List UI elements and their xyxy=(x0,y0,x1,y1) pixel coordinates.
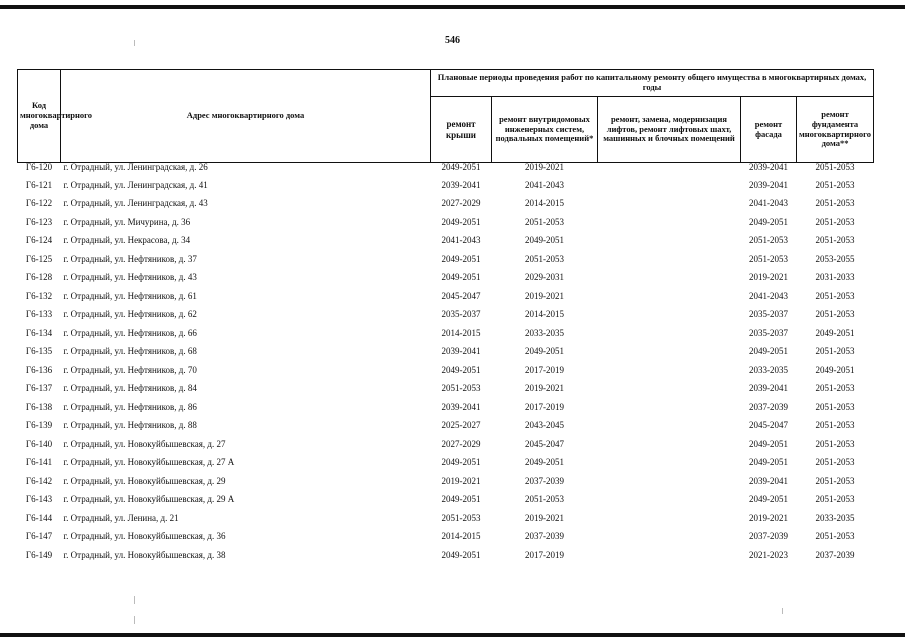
cell-roof: 2041-2043 xyxy=(441,235,481,246)
cell-facade: 2049-2051 xyxy=(749,438,788,449)
cell-internal-systems: 2037-2039 xyxy=(525,531,564,542)
table-row xyxy=(18,491,874,510)
cell-facade: 2045-2047 xyxy=(749,420,788,431)
cell-internal-systems: 2051-2053 xyxy=(525,494,564,505)
cell-elevators xyxy=(598,435,741,454)
cell-elevators xyxy=(598,398,741,417)
cell-roof: 2049-2051 xyxy=(441,457,481,468)
cell-roof: 2049-2051 xyxy=(441,364,481,375)
cell-code: Г6-124 xyxy=(25,235,53,246)
cell-code: Г6-142 xyxy=(25,475,53,486)
table-row xyxy=(18,398,874,417)
cell-internal-systems: 2019-2021 xyxy=(525,512,564,523)
cell-address: г. Отрадный, ул. Нефтяников, д. 66 xyxy=(63,327,197,338)
cell-code: Г6-149 xyxy=(25,549,53,560)
cell-address: г. Отрадный, ул. Новокуйбышевская, д. 27 xyxy=(63,438,226,449)
cell-roof: 2019-2021 xyxy=(441,475,481,486)
cell-roof: 2035-2037 xyxy=(441,309,481,320)
cell-foundation: 2051-2053 xyxy=(815,531,855,542)
cell-code: Г6-133 xyxy=(25,309,53,320)
table-row xyxy=(18,528,874,547)
cell-elevators xyxy=(598,546,741,565)
page-number: 546 xyxy=(445,35,460,46)
cell-internal-systems: 2045-2047 xyxy=(525,438,564,449)
header-roof: ремонт крыши xyxy=(431,97,492,163)
cell-facade: 2049-2051 xyxy=(749,494,788,505)
cell-foundation: 2051-2053 xyxy=(815,290,855,301)
cell-facade: 2039-2041 xyxy=(749,162,788,172)
header-elevators: ремонт, замена, модернизация лифтов, ремонт лифтовых шахт, машинных и блочных помещений xyxy=(598,97,741,163)
cell-code: Г6-122 xyxy=(25,198,53,209)
cell-roof: 2049-2051 xyxy=(441,494,481,505)
table-row xyxy=(18,417,874,436)
cell-internal-systems: 2019-2021 xyxy=(525,162,564,172)
cell-elevators xyxy=(598,232,741,251)
cell-internal-systems: 2051-2053 xyxy=(525,216,564,227)
cell-foundation: 2051-2053 xyxy=(815,457,855,468)
cell-internal-systems: 2017-2019 xyxy=(525,549,564,560)
cell-address: г. Отрадный, ул. Ленинградская, д. 41 xyxy=(63,179,208,190)
cell-code: Г6-140 xyxy=(25,438,53,449)
cell-code: Г6-147 xyxy=(25,531,53,542)
cell-address: г. Отрадный, ул. Ленинградская, д. 26 xyxy=(63,162,208,172)
cell-address: г. Отрадный, ул. Нефтяников, д. 70 xyxy=(63,364,197,375)
cell-roof: 2027-2029 xyxy=(441,198,481,209)
cell-foundation: 2053-2055 xyxy=(815,253,855,264)
cell-code: Г6-141 xyxy=(25,457,53,468)
table-row xyxy=(18,163,874,177)
cell-elevators xyxy=(598,250,741,269)
cell-elevators xyxy=(598,454,741,473)
cell-code: Г6-125 xyxy=(25,253,53,264)
scan-mark xyxy=(782,608,783,614)
cell-roof: 2049-2051 xyxy=(441,216,481,227)
cell-roof: 2039-2041 xyxy=(441,346,481,357)
cell-facade: 2039-2041 xyxy=(749,475,788,486)
cell-roof: 2049-2051 xyxy=(441,253,481,264)
top-border-bar xyxy=(0,5,905,9)
cell-address: г. Отрадный, ул. Нефтяников, д. 86 xyxy=(63,401,197,412)
cell-code: Г6-139 xyxy=(25,420,53,431)
table-row xyxy=(18,435,874,454)
cell-roof: 2045-2047 xyxy=(441,290,481,301)
cell-facade: 2039-2041 xyxy=(749,383,788,394)
cell-internal-systems: 2029-2031 xyxy=(525,272,564,283)
cell-address: г. Отрадный, ул. Нефтяников, д. 43 xyxy=(63,272,197,283)
cell-roof: 2014-2015 xyxy=(441,327,481,338)
cell-address: г. Отрадный, ул. Некрасова, д. 34 xyxy=(63,235,191,246)
table-body xyxy=(18,163,874,565)
cell-foundation: 2051-2053 xyxy=(815,309,855,320)
cell-facade: 2049-2051 xyxy=(749,216,788,227)
cell-internal-systems: 2049-2051 xyxy=(525,457,564,468)
cell-internal-systems: 2014-2015 xyxy=(525,309,564,320)
cell-elevators xyxy=(598,287,741,306)
cell-roof: 2049-2051 xyxy=(441,272,481,283)
cell-code: Г6-121 xyxy=(25,179,53,190)
table-row xyxy=(18,324,874,343)
cell-roof: 2049-2051 xyxy=(441,162,481,172)
cell-internal-systems: 2014-2015 xyxy=(525,198,564,209)
cell-internal-systems: 2037-2039 xyxy=(525,475,564,486)
cell-elevators xyxy=(598,213,741,232)
header-code: Код многоквартирного дома xyxy=(18,70,61,163)
scan-mark xyxy=(134,616,135,624)
cell-foundation: 2051-2053 xyxy=(815,235,855,246)
cell-foundation: 2051-2053 xyxy=(815,198,855,209)
cell-code: Г6-132 xyxy=(25,290,53,301)
header-facade: ремонт фасада xyxy=(741,97,797,163)
table-row xyxy=(18,361,874,380)
header-address: Адрес многоквартирного дома xyxy=(61,70,431,163)
table-row xyxy=(18,250,874,269)
cell-code: Г6-120 xyxy=(25,162,53,172)
repair-schedule-table xyxy=(17,69,874,565)
cell-foundation: 2049-2051 xyxy=(815,327,855,338)
table-row xyxy=(18,306,874,325)
cell-elevators xyxy=(598,509,741,528)
cell-roof: 2051-2053 xyxy=(441,512,481,523)
header-periods-group: Плановые периоды проведения работ по капитальному ремонту общего имущества в многоквартирных домах, годы xyxy=(431,70,874,97)
cell-address: г. Отрадный, ул. Новокуйбышевская, д. 29 А xyxy=(63,494,235,505)
scan-mark xyxy=(134,596,135,604)
cell-internal-systems: 2019-2021 xyxy=(525,290,564,301)
cell-elevators xyxy=(598,380,741,399)
cell-facade: 2019-2021 xyxy=(749,272,788,283)
header-foundation: ремонт фундамента многоквартирного дома** xyxy=(797,97,874,163)
cell-code: Г6-135 xyxy=(25,346,53,357)
table-row xyxy=(18,176,874,195)
table-row xyxy=(18,454,874,473)
cell-code: Г6-136 xyxy=(25,364,53,375)
cell-elevators xyxy=(598,361,741,380)
cell-roof: 2014-2015 xyxy=(441,531,481,542)
cell-internal-systems: 2019-2021 xyxy=(525,383,564,394)
cell-internal-systems: 2041-2043 xyxy=(525,179,564,190)
cell-address: г. Отрадный, ул. Нефтяников, д. 68 xyxy=(63,346,197,357)
cell-facade: 2051-2053 xyxy=(749,235,788,246)
cell-roof: 2039-2041 xyxy=(441,401,481,412)
table-row xyxy=(18,287,874,306)
cell-code: Г6-137 xyxy=(25,383,53,394)
cell-code: Г6-138 xyxy=(25,401,53,412)
cell-elevators xyxy=(598,306,741,325)
cell-address: г. Отрадный, ул. Ленинградская, д. 43 xyxy=(63,198,208,209)
cell-foundation: 2051-2053 xyxy=(815,438,855,449)
header-internal-systems: ремонт внутридомовых инженерных систем, подвальных помещений* xyxy=(492,97,598,163)
cell-elevators xyxy=(598,269,741,288)
cell-address: г. Отрадный, ул. Нефтяников, д. 84 xyxy=(63,383,197,394)
cell-address: г. Отрадный, ул. Нефтяников, д. 88 xyxy=(63,420,197,431)
cell-foundation: 2051-2053 xyxy=(815,179,855,190)
cell-facade: 2033-2035 xyxy=(749,364,788,375)
table-row xyxy=(18,213,874,232)
cell-address: г. Отрадный, ул. Мичурина, д. 36 xyxy=(63,216,191,227)
cell-foundation: 2049-2051 xyxy=(815,364,855,375)
cell-foundation: 2051-2053 xyxy=(815,162,855,172)
cell-facade: 2035-2037 xyxy=(749,327,788,338)
cell-roof: 2051-2053 xyxy=(441,383,481,394)
cell-facade: 2037-2039 xyxy=(749,401,788,412)
cell-elevators xyxy=(598,343,741,362)
cell-facade: 2041-2043 xyxy=(749,290,788,301)
table-row xyxy=(18,546,874,565)
table-row xyxy=(18,195,874,214)
cell-facade: 2019-2021 xyxy=(749,512,788,523)
cell-foundation: 2051-2053 xyxy=(815,346,855,357)
cell-elevators xyxy=(598,528,741,547)
cell-elevators xyxy=(598,195,741,214)
table-header xyxy=(18,70,874,163)
cell-facade: 2041-2043 xyxy=(749,198,788,209)
cell-foundation: 2051-2053 xyxy=(815,401,855,412)
cell-foundation: 2033-2035 xyxy=(815,512,855,523)
cell-address: г. Отрадный, ул. Ленина, д. 21 xyxy=(63,512,179,523)
cell-foundation: 2031-2033 xyxy=(815,272,855,283)
cell-facade: 2035-2037 xyxy=(749,309,788,320)
cell-foundation: 2051-2053 xyxy=(815,216,855,227)
cell-address: г. Отрадный, ул. Нефтяников, д. 37 xyxy=(63,253,197,264)
cell-roof: 2027-2029 xyxy=(441,438,481,449)
table-row xyxy=(18,232,874,251)
table-row xyxy=(18,472,874,491)
cell-address: г. Отрадный, ул. Новокуйбышевская, д. 38 xyxy=(63,549,226,560)
cell-address: г. Отрадный, ул. Нефтяников, д. 61 xyxy=(63,290,197,301)
cell-elevators xyxy=(598,324,741,343)
cell-foundation: 2051-2053 xyxy=(815,494,855,505)
cell-elevators xyxy=(598,491,741,510)
cell-internal-systems: 2049-2051 xyxy=(525,235,564,246)
cell-address: г. Отрадный, ул. Новокуйбышевская, д. 27 А xyxy=(63,457,235,468)
cell-elevators xyxy=(598,472,741,491)
cell-foundation: 2051-2053 xyxy=(815,475,855,486)
cell-facade: 2049-2051 xyxy=(749,457,788,468)
table-row xyxy=(18,380,874,399)
cell-code: Г6-123 xyxy=(25,216,53,227)
cell-facade: 2039-2041 xyxy=(749,179,788,190)
table-row xyxy=(18,343,874,362)
cell-code: Г6-134 xyxy=(25,327,53,338)
scan-mark xyxy=(134,40,135,46)
cell-foundation: 2051-2053 xyxy=(815,383,855,394)
cell-internal-systems: 2033-2035 xyxy=(525,327,564,338)
cell-facade: 2049-2051 xyxy=(749,346,788,357)
cell-internal-systems: 2051-2053 xyxy=(525,253,564,264)
cell-address: г. Отрадный, ул. Новокуйбышевская, д. 29 xyxy=(63,475,226,486)
cell-foundation: 2037-2039 xyxy=(815,549,855,560)
cell-roof: 2025-2027 xyxy=(441,420,481,431)
cell-facade: 2051-2053 xyxy=(749,253,788,264)
cell-foundation: 2051-2053 xyxy=(815,420,855,431)
table-row xyxy=(18,269,874,288)
bottom-border-bar xyxy=(0,633,905,637)
cell-facade: 2037-2039 xyxy=(749,531,788,542)
cell-facade: 2021-2023 xyxy=(749,549,788,560)
cell-elevators xyxy=(598,417,741,436)
cell-roof: 2049-2051 xyxy=(441,549,481,560)
cell-code: Г6-144 xyxy=(25,512,53,523)
cell-elevators xyxy=(598,176,741,195)
cell-code: Г6-143 xyxy=(25,494,53,505)
table-row xyxy=(18,509,874,528)
cell-internal-systems: 2049-2051 xyxy=(525,346,564,357)
cell-internal-systems: 2017-2019 xyxy=(525,401,564,412)
cell-internal-systems: 2043-2045 xyxy=(525,420,564,431)
cell-address: г. Отрадный, ул. Новокуйбышевская, д. 36 xyxy=(63,531,226,542)
cell-internal-systems: 2017-2019 xyxy=(525,364,564,375)
cell-elevators xyxy=(598,163,741,177)
cell-roof: 2039-2041 xyxy=(441,179,481,190)
cell-code: Г6-128 xyxy=(25,272,53,283)
cell-address: г. Отрадный, ул. Нефтяников, д. 62 xyxy=(63,309,197,320)
